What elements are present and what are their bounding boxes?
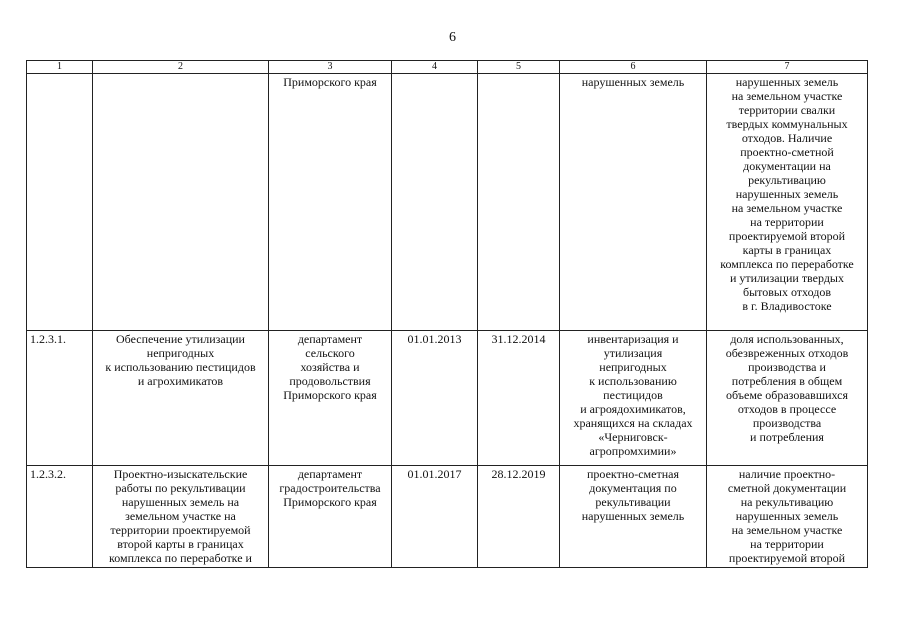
item-number [27,74,93,331]
responsible-executor: департамент градостроительства Приморского края [269,466,392,568]
expected-result: проектно-сметная документация по рекультивации нарушенных земель [560,466,707,568]
column-header-6: 6 [560,61,707,74]
column-header-3: 3 [269,61,392,74]
activity-name [93,74,269,331]
table-row [27,331,868,466]
table-row [27,466,868,568]
column-header-4: 4 [392,61,478,74]
start-date [392,74,478,331]
indicator: нарушенных земель на земельном участке территории свалки твердых коммунальных отходов. Наличие проектно-сметной документации на рекультивацию нарушенных земель на земельном участке на территории проектируемой второй карты в границах комплекса по переработке и утилизации твердых бытовых отходов в г. Владивостоке [707,74,868,331]
start-date: 01.01.2017 [392,466,478,568]
start-date: 01.01.2013 [392,331,478,466]
activity-name: Проектно-изыскательские работы по рекультивации нарушенных земель на земельном участке на территории проектируемой второй карты в границах комплекса по переработке и [93,466,269,568]
column-header-5: 5 [478,61,560,74]
item-number: 1.2.3.1. [27,331,93,466]
program-table [26,60,868,568]
end-date: 28.12.2019 [478,466,560,568]
responsible-executor: департамент сельского хозяйства и продовольствия Приморского края [269,331,392,466]
item-number: 1.2.3.2. [27,466,93,568]
responsible-executor: Приморского края [269,74,392,331]
expected-result: инвентаризация и утилизация непригодных к использованию пестицидов и агроядохимикатов, хранящихся на складах «Черниговск- агропромхимии» [560,331,707,466]
end-date [478,74,560,331]
indicator: доля использованных, обезвреженных отходов производства и потребления в общем объеме образовавшихся отходов в процессе производства и потребления [707,331,868,466]
activity-name: Обеспечение утилизации непригодных к использованию пестицидов и агрохимикатов [93,331,269,466]
expected-result: нарушенных земель [560,74,707,331]
end-date: 31.12.2014 [478,331,560,466]
column-header-2: 2 [93,61,269,74]
header-row [27,61,868,74]
indicator: наличие проектно- сметной документации на рекультивацию нарушенных земель на земельном участке на территории проектируемой второй [707,466,868,568]
column-header-7: 7 [707,61,868,74]
column-header-1: 1 [27,61,93,74]
page-number: 6 [449,30,456,45]
table-row [27,74,868,331]
